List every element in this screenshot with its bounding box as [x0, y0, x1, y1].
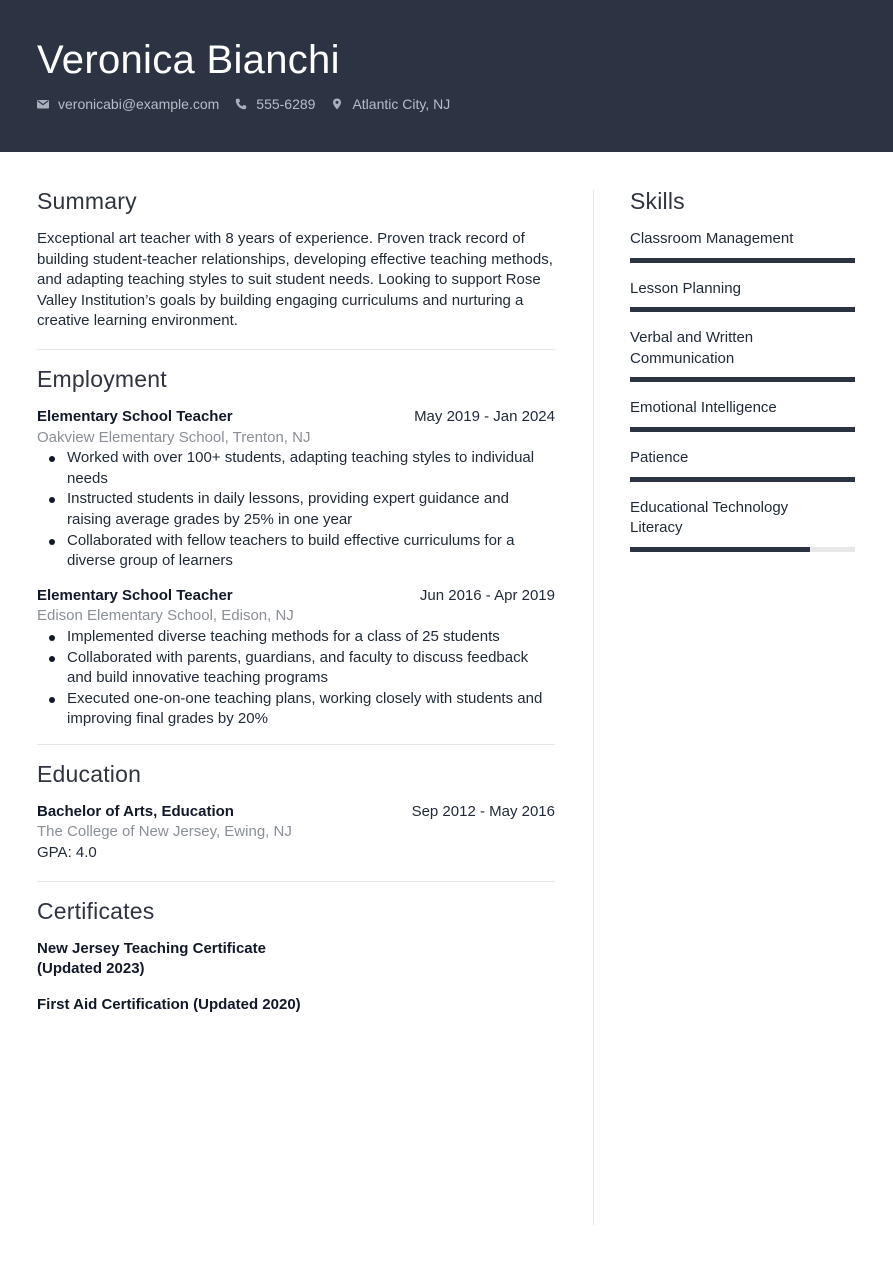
skills-list: [630, 229, 855, 552]
section-divider: [37, 349, 555, 350]
main-column: [37, 188, 555, 1030]
email-icon: [37, 98, 49, 110]
contact-phone: [235, 96, 315, 112]
skill-bar-fill: [630, 427, 855, 432]
bullet-item: Implemented diverse teaching methods for a class of 25 students: [37, 627, 555, 648]
contact-location: [331, 96, 450, 112]
skill-bar-fill: [630, 477, 855, 482]
skill-name: Verbal and Written Communication: [630, 329, 754, 367]
certificates-section: [37, 898, 555, 1016]
bullet-item: Instructed students in daily lessons, providing expert guidance and raising average grades by 25% in one year: [37, 489, 555, 530]
skill-item: [630, 448, 855, 482]
skill-item: [630, 398, 855, 432]
candidate-name: Veronica Bianchi: [37, 38, 340, 82]
skill-bar: [630, 377, 855, 382]
skill-name: Classroom Management: [630, 230, 794, 247]
bullet-item: Collaborated with fellow teachers to build effective curriculums for a diverse group of learners: [37, 531, 555, 572]
skill-bar-fill: [630, 377, 855, 382]
skill-name: Lesson Planning: [630, 279, 741, 297]
job-bullets: [37, 448, 555, 572]
bullet-item: Worked with over 100+ students, adapting teaching styles to individual needs: [37, 448, 555, 489]
certificate-item: First Aid Certification (Updated 2020): [37, 995, 301, 1013]
skill-bar: [630, 307, 855, 312]
education-section: [37, 761, 555, 864]
phone-icon: [235, 98, 247, 110]
skill-item: [630, 328, 855, 382]
job-title: Elementary School Teacher: [37, 586, 233, 604]
section-title: Education: [37, 760, 142, 787]
bullet-item: Collaborated with parents, guardians, and faculty to discuss feedback and build innovative teaching programs: [37, 648, 555, 689]
sidebar-column: [630, 188, 855, 568]
employment-section: [37, 366, 555, 730]
section-title: Employment: [37, 365, 167, 392]
skill-bar-fill: [630, 547, 810, 552]
summary-section: [37, 188, 555, 332]
skill-bar: [630, 547, 855, 552]
job-entry: [37, 407, 555, 572]
school-name: The College of New Jersey, Ewing, NJ: [37, 823, 292, 841]
job-dates: May 2019 - Jan 2024: [414, 407, 555, 425]
education-dates: Sep 2012 - May 2016: [411, 802, 555, 820]
contact-email: [37, 96, 219, 112]
phone-text: 555-6289: [256, 96, 316, 112]
certificate-item: New Jersey Teaching Certificate (Updated 2023): [37, 939, 266, 978]
section-title: Certificates: [37, 897, 155, 924]
skill-item: [630, 279, 855, 313]
location-pin-icon: [331, 98, 343, 110]
skill-item: [630, 498, 855, 552]
skill-name: Educational Technology Literacy: [630, 498, 789, 537]
skill-name: Emotional Intelligence: [630, 399, 777, 417]
skill-bar: [630, 477, 855, 482]
job-employer: Oakview Elementary School, Trenton, NJ: [37, 428, 311, 446]
skill-bar-fill: [630, 307, 855, 312]
column-divider: [593, 190, 594, 1225]
skill-name: Patience: [630, 448, 689, 466]
skill-item: [630, 229, 855, 263]
email-text: veronicabi@example.com: [58, 96, 220, 112]
gpa-text: GPA: 4.0: [37, 844, 97, 862]
skill-bar: [630, 258, 855, 263]
job-entry: [37, 586, 555, 730]
job-bullets: [37, 627, 555, 730]
skill-bar-fill: [630, 258, 855, 263]
section-title: Summary: [37, 188, 137, 214]
section-title: Skills: [630, 188, 685, 214]
section-divider: [37, 881, 555, 882]
resume-header: [0, 0, 893, 152]
summary-text: Exceptional art teacher with 8 years of experience. Proven track record of building student-teacher relationships, developing effective teaching methods, and adapting teaching styles to suit student needs. Looking to support Rose Valley Institution’s goals by building engaging curriculums and nurturing a creative learning environment.: [37, 230, 553, 330]
section-divider: [37, 744, 555, 745]
job-employer: Edison Elementary School, Edison, NJ: [37, 607, 294, 625]
job-dates: Jun 2016 - Apr 2019: [419, 586, 555, 604]
degree-title: Bachelor of Arts, Education: [37, 802, 234, 820]
skill-bar: [630, 427, 855, 432]
bullet-item: Executed one-on-one teaching plans, working closely with students and improving final grades by 20%: [37, 689, 555, 730]
job-title: Elementary School Teacher: [37, 407, 233, 425]
contact-info: [37, 96, 466, 112]
location-text: Atlantic City, NJ: [352, 96, 451, 112]
